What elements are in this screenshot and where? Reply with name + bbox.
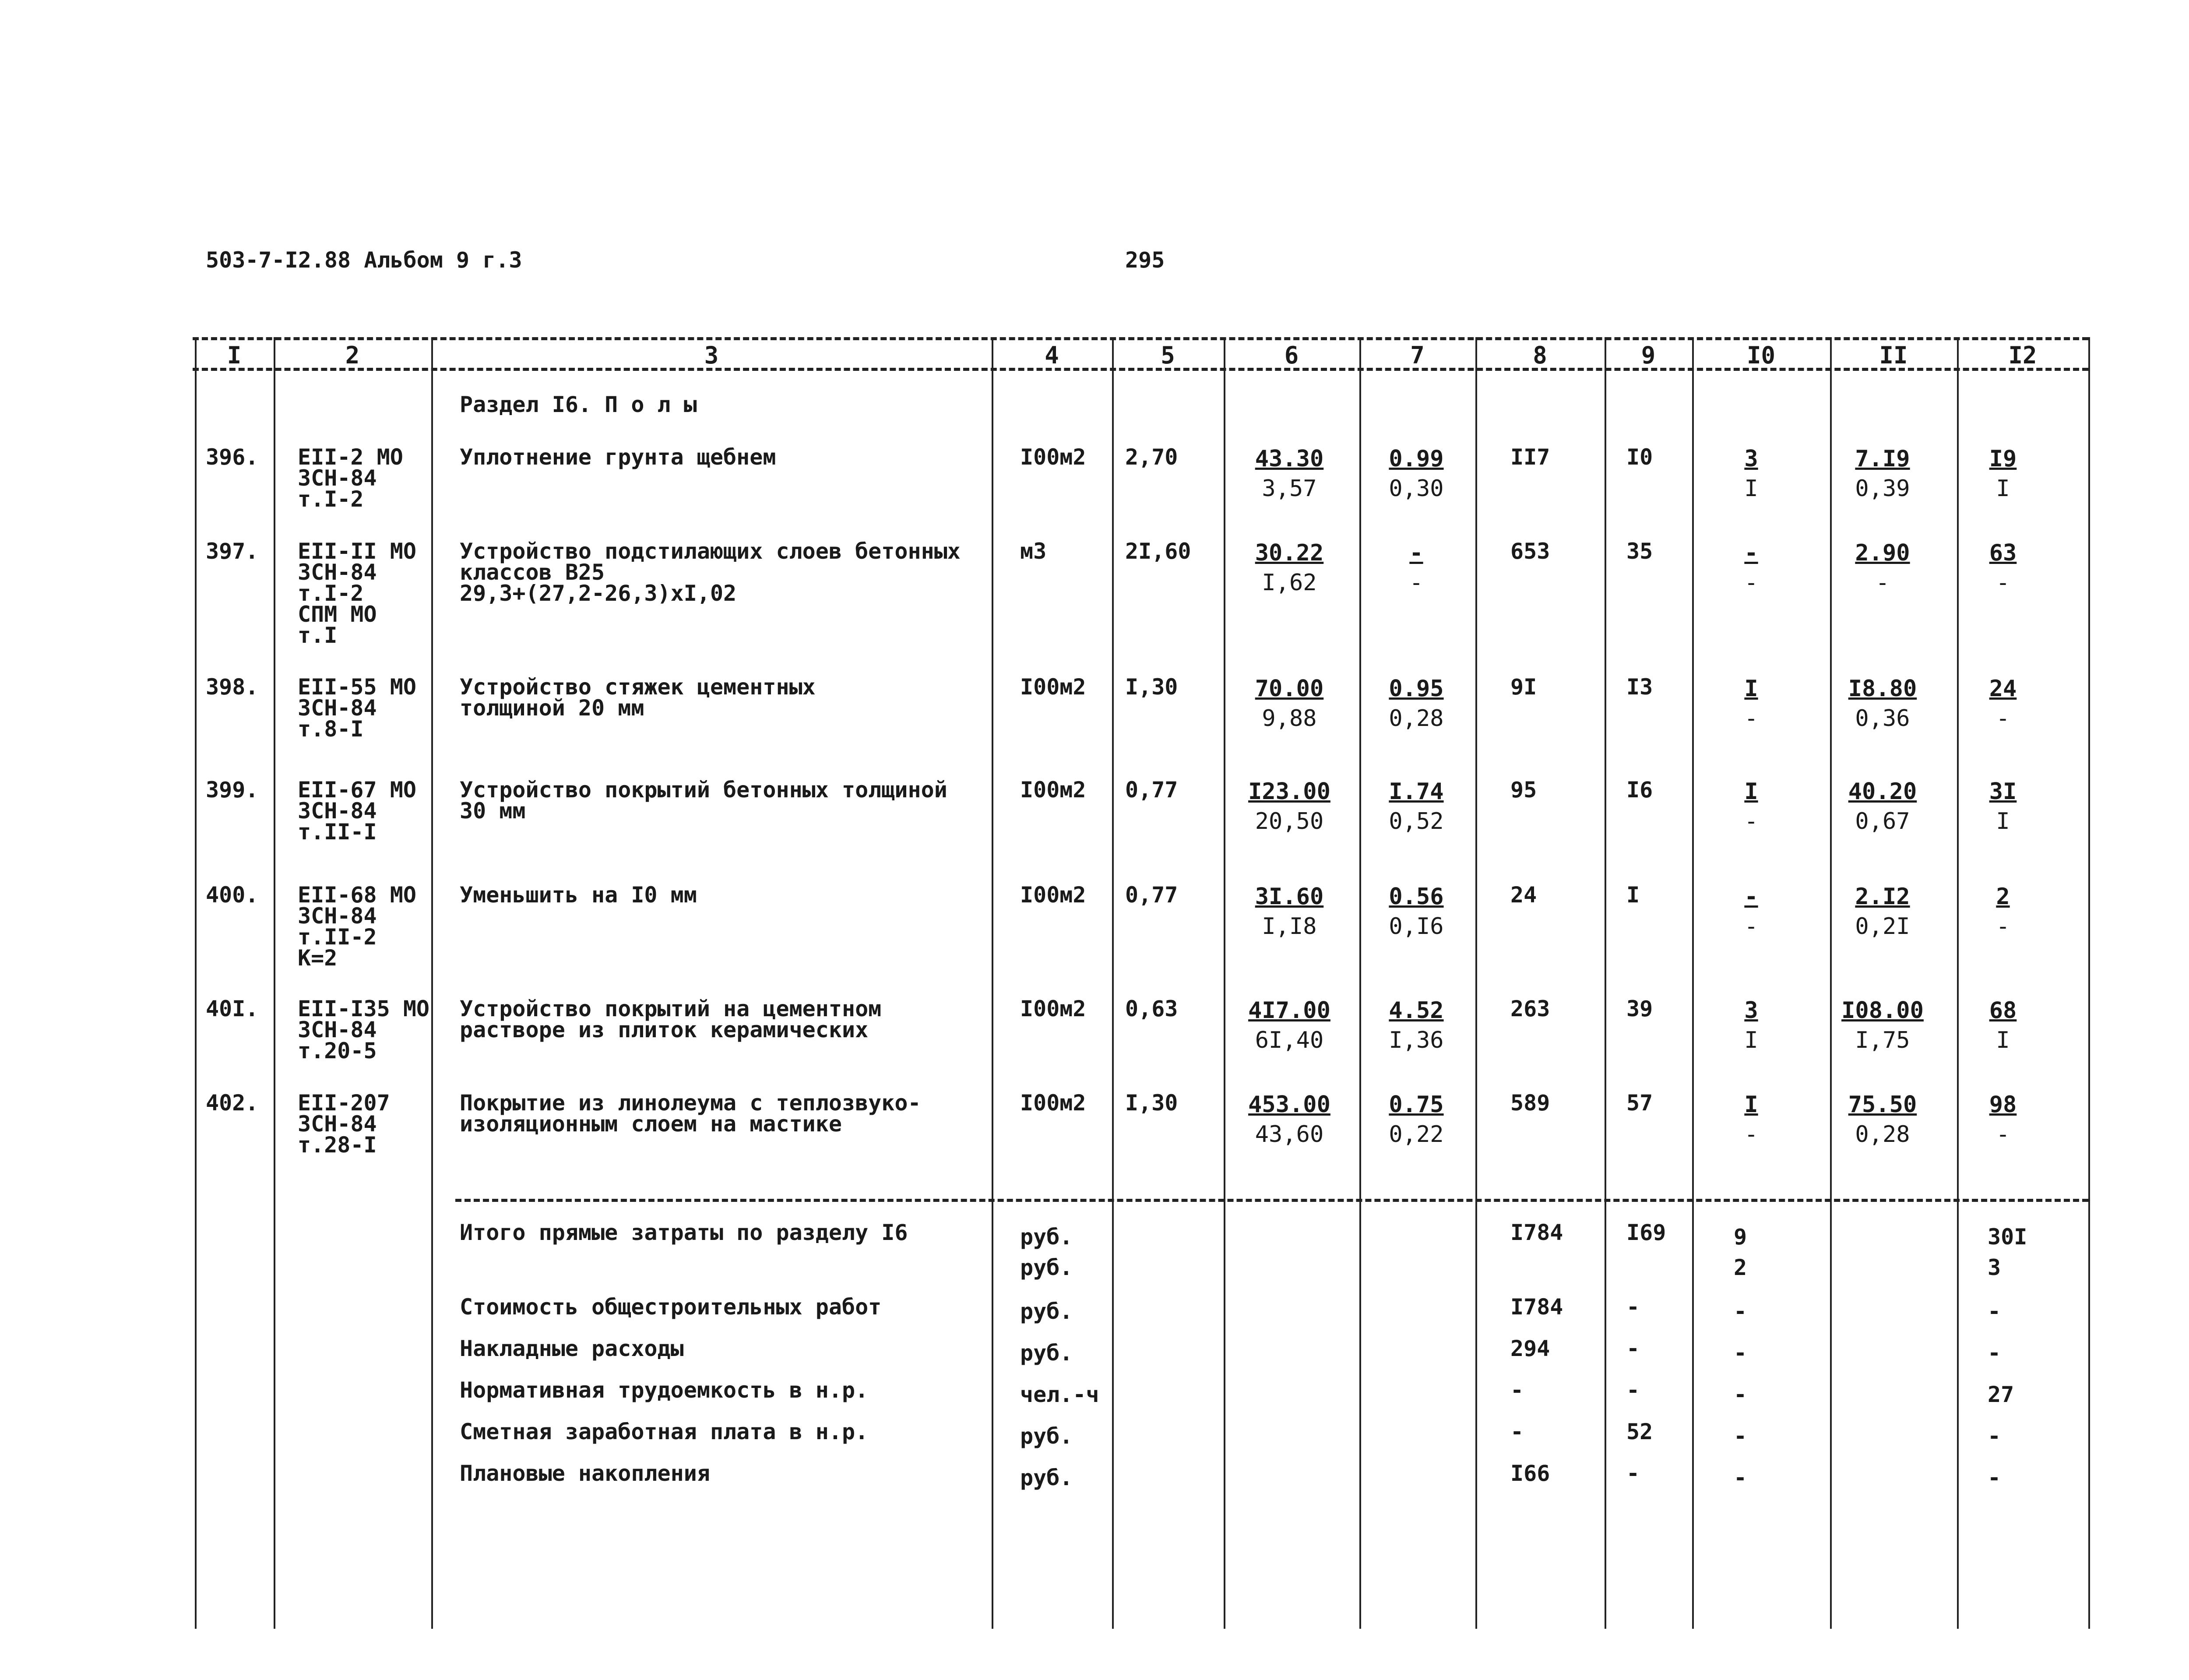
column-number-9: 9 [1641,342,1656,369]
row-quantity: 0,77 [1125,882,1178,908]
row-col12: 63 - [1989,540,2017,596]
row-reference: ЕII-I35 МО 3СН-84 т.20-5 [298,996,430,1064]
row-description: Устройство покрытий бетонных толщиной 30 мм [460,777,947,824]
row-reference: ЕII-II МО 3СН-84 т.I-2 СПМ МО т.I [298,539,416,648]
row-col9: 39 [1626,996,1653,1021]
column-divider [1830,337,1832,1629]
column-number-5: 5 [1161,342,1175,369]
summary-col9: - [1626,1461,1640,1486]
summary-dashed-rule [455,1199,2088,1202]
column-divider [1957,337,1959,1629]
row-unit: I00м2 [1020,882,1086,908]
summary-col8: - [1510,1419,1524,1444]
row-col6: 43.30 3,57 [1255,446,1324,502]
row-col7: 0.99 0,30 [1389,446,1444,502]
row-description: Уплотнение грунта щебнем [460,444,776,470]
column-number-10: I0 [1746,342,1776,369]
summary-label: Сметная заработная плата в н.р. [460,1419,869,1444]
row-col11: 2.I2 0,2I [1855,884,1910,940]
summary-col12: - [1988,1299,2001,1324]
row-quantity: 2,70 [1125,444,1178,470]
row-col6: 70.00 9,88 [1255,676,1324,732]
row-col7: 0.95 0,28 [1389,676,1444,732]
row-unit: м3 [1020,539,1047,564]
summary-label: Нормативная трудоемкость в н.р. [460,1377,869,1403]
row-number: 397. [206,539,259,564]
column-divider [992,337,993,1629]
row-col9: 57 [1626,1090,1653,1116]
column-divider [1112,337,1114,1629]
summary-col12: 30I 3 [1988,1224,2027,1280]
row-col12: 68 I [1989,997,2017,1053]
row-quantity: 0,77 [1125,777,1178,803]
row-reference: ЕII-55 МО 3СН-84 т.8-I [298,674,416,742]
row-col8: 9I [1510,674,1537,700]
row-col7: 4.52 I,36 [1389,997,1444,1053]
row-col8: 653 [1510,539,1550,564]
row-col7: I.74 0,52 [1389,778,1444,835]
row-col9: I3 [1626,674,1653,700]
row-number: 399. [206,777,259,803]
row-col11: 2.90 - [1855,540,1910,596]
row-number: 402. [206,1090,259,1116]
row-col6: 453.00 43,60 [1248,1092,1330,1148]
row-unit: I00м2 [1020,1090,1086,1116]
summary-label: Стоимость общестроительных работ [460,1294,882,1320]
column-divider [1224,337,1225,1629]
row-quantity: 2I,60 [1125,539,1191,564]
summary-label: Плановые накопления [460,1461,710,1486]
row-unit: I00м2 [1020,777,1086,803]
summary-col8: I66 [1510,1461,1550,1486]
column-divider [2088,337,2090,1629]
row-col8: 589 [1510,1090,1550,1116]
summary-col8: 294 [1510,1336,1550,1361]
column-divider [1475,337,1477,1629]
row-reference: ЕII-67 МО 3СН-84 т.II-I [298,777,416,845]
summary-col9: 52 [1626,1419,1653,1444]
row-col11: 40.20 0,67 [1848,778,1917,835]
section-title: Раздел I6. П о л ы [460,392,697,417]
summary-unit: чел.-ч [1020,1382,1099,1407]
row-col10: I - [1744,778,1758,835]
row-col12: 98 - [1989,1092,2017,1148]
summary-col10: 9 2 [1734,1224,1747,1280]
summary-col10: - [1734,1382,1747,1407]
summary-col9: - [1626,1294,1640,1320]
row-quantity: 0,63 [1125,996,1178,1021]
row-col10: - - [1744,540,1758,596]
row-quantity: I,30 [1125,1090,1178,1116]
summary-col10: - [1734,1340,1747,1366]
row-col8: 95 [1510,777,1537,803]
row-col11: 75.50 0,28 [1848,1092,1917,1148]
row-number: 396. [206,444,259,470]
row-col9: I [1626,882,1640,908]
column-number-8: 8 [1533,342,1547,369]
row-col12: 24 - [1989,676,2017,732]
summary-label: Итого прямые затраты по разделу I6 [460,1220,908,1245]
summary-unit: руб. [1020,1340,1073,1366]
column-number-6: 6 [1284,342,1299,369]
summary-unit: руб. [1020,1299,1073,1324]
row-col9: 35 [1626,539,1653,564]
row-col10: I - [1744,676,1758,732]
row-description: Покрытие из линолеума с теплозвуко- изоляционным слоем на мастике [460,1090,921,1137]
summary-col10: - [1734,1465,1747,1490]
row-quantity: I,30 [1125,674,1178,700]
column-number-2: 2 [345,342,360,369]
summary-col8: - [1510,1377,1524,1403]
row-col11: I08.00 I,75 [1841,997,1924,1053]
row-col11: 7.I9 0,39 [1855,446,1910,502]
row-reference: ЕII-2 МО 3СН-84 т.I-2 [298,444,403,512]
summary-col9: - [1626,1336,1640,1361]
summary-col12: - [1988,1340,2001,1366]
row-col9: I0 [1626,444,1653,470]
row-col9: I6 [1626,777,1653,803]
row-number: 398. [206,674,259,700]
row-col12: 2 - [1996,884,2010,940]
column-number-11: II [1879,342,1908,369]
summary-col9: - [1626,1377,1640,1403]
row-number: 40I. [206,996,259,1021]
column-divider [1359,337,1361,1629]
row-col7: 0.75 0,22 [1389,1092,1444,1148]
column-divider [274,337,275,1629]
row-col10: I - [1744,1092,1758,1148]
row-col7: - - [1409,540,1423,596]
row-col10: - - [1744,884,1758,940]
row-col10: 3 I [1744,997,1758,1053]
page-number: 295 [1125,247,1165,273]
column-number-4: 4 [1045,342,1059,369]
row-reference: ЕII-207 3СН-84 т.28-I [298,1090,390,1158]
row-col10: 3 I [1744,446,1758,502]
row-description: Устройство подстилающих слоев бетонных классов В25 29,3+(27,2-26,3)хI,02 [460,539,961,606]
summary-col8: I784 [1510,1294,1563,1320]
summary-col12: - [1988,1465,2001,1490]
row-description: Устройство покрытий на цементном растворе из плиток керамических [460,996,882,1043]
row-col6: 4I7.00 6I,40 [1248,997,1330,1053]
summary-unit: руб. [1020,1465,1073,1490]
summary-col8: I784 [1510,1220,1563,1245]
row-col8: 263 [1510,996,1550,1021]
summary-col10: - [1734,1423,1747,1449]
summary-label: Накладные расходы [460,1336,684,1361]
row-col12: 3I I [1989,778,2017,835]
row-col6: I23.00 20,50 [1248,778,1330,835]
summary-unit: руб. [1020,1423,1073,1449]
document-code: 503-7-I2.88 Альбом 9 г.3 [206,247,522,273]
row-col8: 24 [1510,882,1537,908]
column-divider [1605,337,1606,1629]
row-unit: I00м2 [1020,674,1086,700]
column-number-12: I2 [2008,342,2037,369]
summary-col10: - [1734,1299,1747,1324]
row-unit: I00м2 [1020,444,1086,470]
row-col11: I8.80 0,36 [1848,676,1917,732]
row-description: Уменьшить на I0 мм [460,882,697,908]
column-number-1: I [227,342,242,369]
column-divider [1692,337,1694,1629]
column-number-3: 3 [704,342,719,369]
summary-col12: 27 [1988,1382,2014,1407]
row-number: 400. [206,882,259,908]
summary-col12: - [1988,1423,2001,1449]
row-description: Устройство стяжек цементных толщиной 20 мм [460,674,816,721]
row-col6: 3I.60 I,I8 [1255,884,1324,940]
summary-unit: руб. руб. [1020,1224,1073,1280]
row-col7: 0.56 0,I6 [1389,884,1444,940]
summary-col9: I69 [1626,1220,1666,1245]
row-reference: ЕII-68 МО 3СН-84 т.II-2 К=2 [298,882,416,971]
column-divider [431,337,433,1629]
row-col8: II7 [1510,444,1550,470]
header-top-dashed-rule [193,337,2088,340]
row-col12: I9 I [1989,446,2017,502]
row-col6: 30.22 I,62 [1255,540,1324,596]
column-number-7: 7 [1410,342,1425,369]
column-divider [195,337,197,1629]
row-unit: I00м2 [1020,996,1086,1021]
